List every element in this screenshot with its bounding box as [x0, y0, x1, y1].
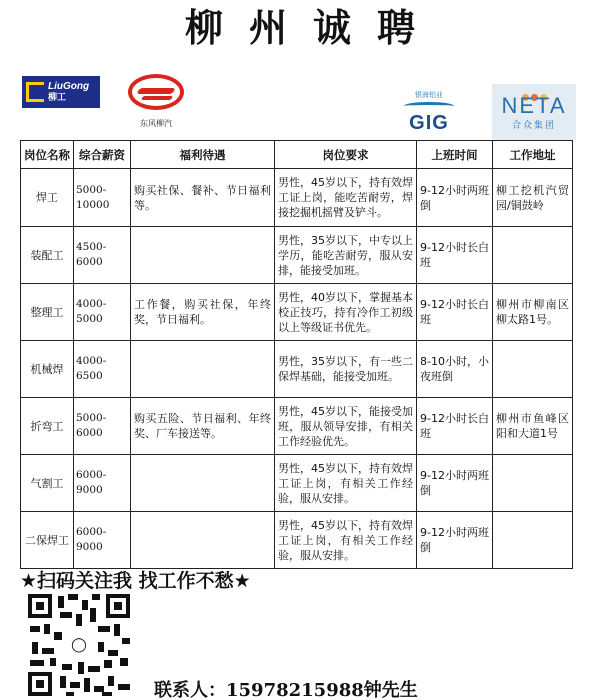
neta-logo — [492, 84, 576, 140]
cell-salary: 6000-9000 — [74, 455, 131, 512]
cell-requirements: 男性，45岁以下，持有效焊工证上岗，能吃苦耐劳，焊接挖掘机摇臂及铲斗。 — [275, 169, 417, 227]
liugong-logo — [22, 76, 100, 108]
qr-finder-icon — [28, 672, 52, 696]
cell-salary: 5000-10000 — [74, 169, 131, 227]
header-address: 工作地址 — [493, 141, 573, 169]
cell-address: 柳工挖机汽贸园/铜鼓岭 — [493, 169, 573, 227]
header-position: 岗位名称 — [21, 141, 74, 169]
cell-hours: 9-12小时两班倒 — [417, 512, 493, 569]
cell-hours: 9-12小时长白班 — [417, 227, 493, 284]
cell-position: 装配工 — [21, 227, 74, 284]
cell-hours: 8-10小时，小夜班倒 — [417, 341, 493, 398]
cell-address — [493, 227, 573, 284]
contact-info: 联系人：15978215988钟先生 — [154, 680, 418, 700]
cell-position: 折弯工 — [21, 398, 74, 455]
page-title: 柳州诚聘 — [184, 6, 441, 50]
table-header-row — [21, 141, 573, 169]
cell-requirements: 男性，35岁以下，有一些二保焊基础，能接受加班。 — [275, 341, 417, 398]
gig-logo-word: GIG — [409, 112, 449, 134]
cell-benefits — [131, 512, 275, 569]
dongfeng-logo-caption: 东风柳汽 — [140, 119, 172, 128]
cell-benefits — [131, 227, 275, 284]
gig-wave-icon — [404, 102, 454, 110]
slogan: ★扫码关注我 找工作不愁★ — [20, 570, 251, 592]
cell-salary: 5000-6000 — [74, 398, 131, 455]
table-row — [21, 341, 573, 398]
neta-logo-cn: 合众集团 — [511, 121, 556, 131]
cell-benefits: 工作餐，购买社保，年终奖，节日福利。 — [131, 284, 275, 341]
cell-requirements: 男性，45岁以下，持有效焊工证上岗，有相关工作经验，服从安排。 — [275, 455, 417, 512]
cell-position: 二保焊工 — [21, 512, 74, 569]
cell-position: 机械焊 — [21, 341, 74, 398]
header-requirements: 岗位要求 — [275, 141, 417, 169]
cell-benefits: 购买五险、节日福利、年终奖、厂车接送等。 — [131, 398, 275, 455]
jobs-table — [20, 140, 573, 569]
cell-salary: 4500-6000 — [74, 227, 131, 284]
cell-requirements: 男性，40岁以下，掌握基本校正技巧，持有冷作工初级以上等级证书优先。 — [275, 284, 417, 341]
cell-hours: 9-12小时长白班 — [417, 398, 493, 455]
cell-salary: 6000-9000 — [74, 512, 131, 569]
qr-code[interactable] — [26, 592, 132, 698]
liugong-mark-icon — [26, 82, 44, 102]
cell-hours: 9-12小时长白班 — [417, 284, 493, 341]
table-row — [21, 455, 573, 512]
wechat-icon: ◯ — [66, 632, 92, 658]
qr-finder-icon — [28, 594, 52, 618]
header-salary: 综合薪资 — [74, 141, 131, 169]
cell-position: 焊工 — [21, 169, 74, 227]
gig-logo-caption: 银海铝业 — [415, 91, 443, 99]
cell-salary: 4000-5000 — [74, 284, 131, 341]
liugong-logo-cn: 柳工 — [48, 92, 67, 103]
cell-address — [493, 455, 573, 512]
table-row — [21, 512, 573, 569]
neta-logo-word: NETA — [501, 93, 567, 118]
cell-requirements: 男性，35岁以下，中专以上学历，能吃苦耐劳，服从安排，能接受加班。 — [275, 227, 417, 284]
table-row — [21, 284, 573, 341]
gig-logo — [398, 90, 460, 138]
cell-requirements: 男性，45岁以下，能接受加班，服从领导安排，有相关工作经验优先。 — [275, 398, 417, 455]
cell-position: 整理工 — [21, 284, 74, 341]
cell-salary: 4000-6500 — [74, 341, 131, 398]
cell-hours: 9-12小时两班倒 — [417, 455, 493, 512]
cell-benefits — [131, 455, 275, 512]
cell-requirements: 男性，45岁以下，持有效焊工证上岗，有相关工作经验，服从安排。 — [275, 512, 417, 569]
cell-address: 柳州市鱼峰区阳和大道1号 — [493, 398, 573, 455]
cell-benefits — [131, 341, 275, 398]
dongfeng-logo — [120, 74, 192, 130]
liugong-logo-en: LiuGong — [48, 80, 90, 92]
cell-position: 气割工 — [21, 455, 74, 512]
cell-benefits: 购买社保、餐补、节日福利等。 — [131, 169, 275, 227]
header-benefits: 福利待遇 — [131, 141, 275, 169]
cell-address: 柳州市柳南区柳太路1号。 — [493, 284, 573, 341]
table-row — [21, 398, 573, 455]
cell-address — [493, 512, 573, 569]
header-hours: 上班时间 — [417, 141, 493, 169]
qr-finder-icon — [106, 594, 130, 618]
cell-address — [493, 341, 573, 398]
table-row — [21, 169, 573, 227]
dongfeng-emblem-icon — [128, 74, 184, 110]
table-row — [21, 227, 573, 284]
cell-hours: 9-12小时两班倒 — [417, 169, 493, 227]
